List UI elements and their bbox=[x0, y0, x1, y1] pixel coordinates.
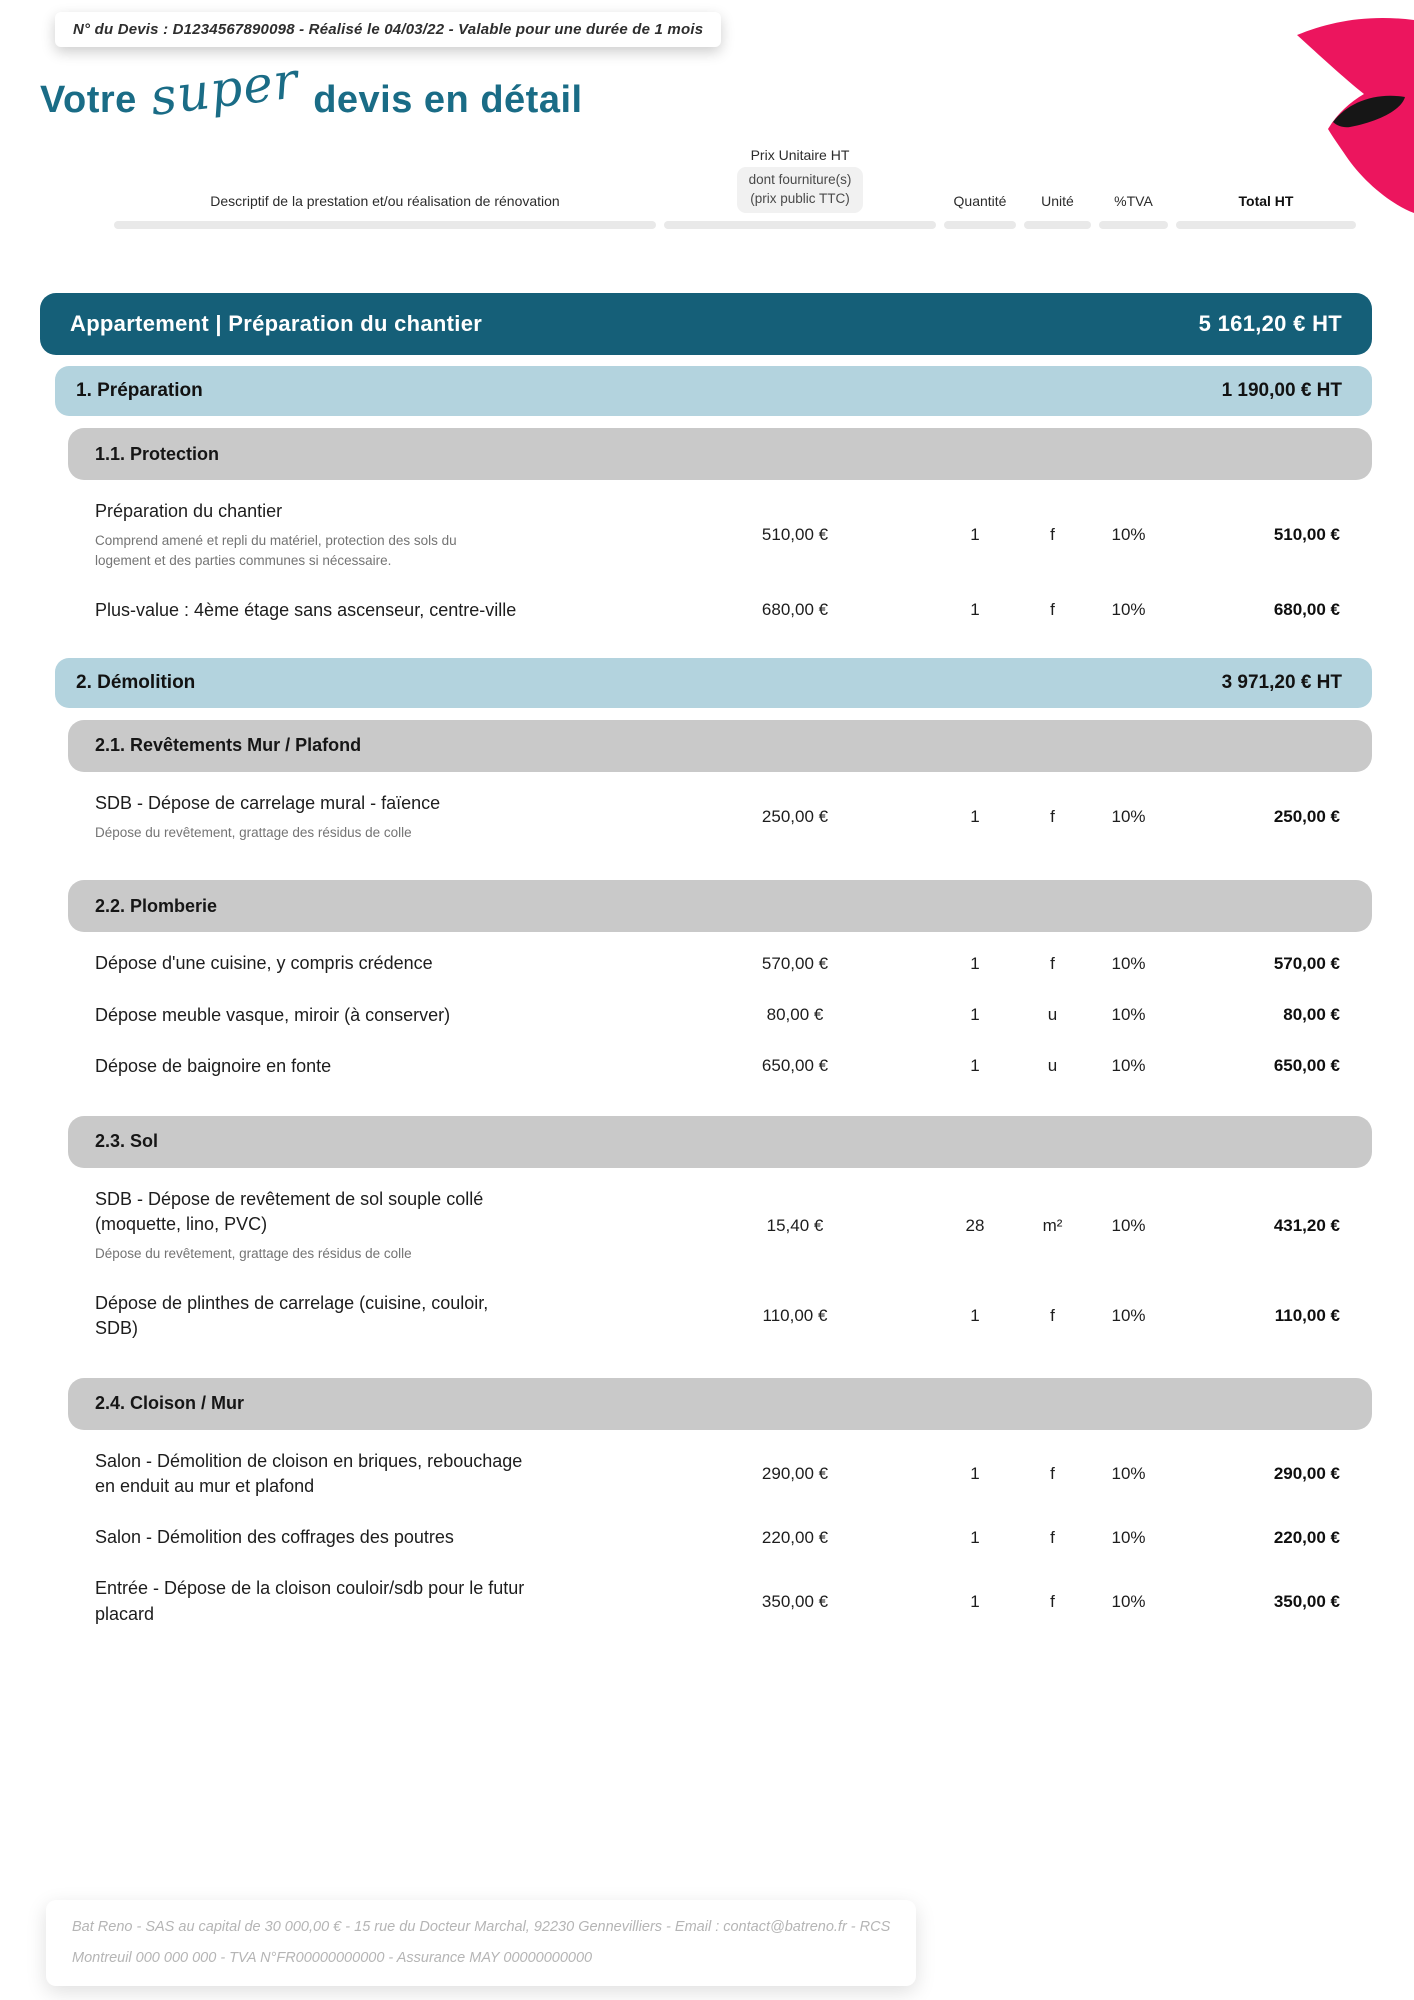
row-vat: 10% bbox=[1111, 807, 1146, 827]
lot-banner-total: 5 161,20 € HT bbox=[1198, 311, 1342, 336]
row-quantity: 1 bbox=[970, 953, 980, 973]
col-header-total: Total HT bbox=[1238, 192, 1294, 209]
unit-price-line1: Prix Unitaire HT bbox=[750, 147, 850, 163]
section-header bbox=[55, 658, 1372, 708]
row-total: 290,00 € bbox=[1273, 1464, 1340, 1484]
row-description-cell bbox=[95, 1576, 655, 1626]
column-rules bbox=[110, 219, 1360, 229]
row-unit-price: 80,00 € bbox=[766, 1005, 824, 1025]
subsection-title: 2.2. Plomberie bbox=[95, 895, 218, 916]
row-description: Dépose du revêtement, grattage des résidus de colle bbox=[95, 1246, 412, 1262]
legal-footer-line1: Bat Reno - SAS au capital de 30 000,00 € - 15 rue du Docteur Marchal, 92230 Gennevilliers - Email : contact@batreno.fr - RCS bbox=[72, 1918, 891, 1935]
subsection-title: 2.3. Sol bbox=[95, 1131, 159, 1152]
rows bbox=[0, 938, 1414, 1092]
unit-price-line3: (prix public TTC) bbox=[750, 191, 850, 207]
rows bbox=[0, 1436, 1414, 1640]
subsection-title: 2.1. Revêtements Mur / Plafond bbox=[95, 735, 362, 756]
row-quantity: 1 bbox=[970, 807, 980, 827]
section-header bbox=[55, 366, 1372, 416]
row-description-cell bbox=[95, 499, 655, 572]
row-description-cell bbox=[95, 1003, 655, 1028]
subsection bbox=[0, 428, 1414, 636]
table-row bbox=[95, 1174, 1385, 1278]
section-total: 1 190,00 € HT bbox=[1221, 380, 1342, 401]
row-unit: f bbox=[1050, 1591, 1055, 1611]
section-total: 3 971,20 € HT bbox=[1221, 671, 1342, 693]
row-unit: f bbox=[1050, 1305, 1055, 1325]
row-label: Plus-value : 4ème étage sans ascenseur, centre-ville bbox=[95, 599, 517, 620]
row-label: SDB - Dépose de revêtement de sol souple collé (moquette, lino, PVC) bbox=[95, 1188, 484, 1235]
row-total: 510,00 € bbox=[1273, 525, 1340, 545]
row-vat: 10% bbox=[1111, 953, 1146, 973]
sections-root bbox=[0, 366, 1414, 1640]
page-title bbox=[40, 51, 583, 127]
subsection bbox=[0, 880, 1414, 1092]
row-description-cell bbox=[95, 1291, 655, 1341]
row-unit: f bbox=[1050, 953, 1055, 973]
col-header-unit-price bbox=[660, 146, 940, 219]
col-header-vat: %TVA bbox=[1114, 192, 1153, 209]
row-vat: 10% bbox=[1111, 1464, 1146, 1484]
row-unit: f bbox=[1050, 1464, 1055, 1484]
row-unit-price: 650,00 € bbox=[761, 1056, 829, 1076]
col-header-description: Descriptif de la prestation et/ou réalisation de rénovation bbox=[210, 192, 560, 209]
table-row bbox=[95, 1278, 1385, 1354]
row-vat: 10% bbox=[1111, 1005, 1146, 1025]
row-description-cell bbox=[95, 1525, 655, 1550]
rows bbox=[0, 1174, 1414, 1354]
row-vat: 10% bbox=[1111, 525, 1146, 545]
title-script-word: super bbox=[147, 51, 302, 127]
row-unit-price: 510,00 € bbox=[761, 525, 829, 545]
row-quantity: 1 bbox=[970, 1005, 980, 1025]
table-row bbox=[95, 1436, 1385, 1512]
subsection bbox=[0, 720, 1414, 856]
rows bbox=[0, 778, 1414, 856]
row-unit-price: 570,00 € bbox=[761, 953, 829, 973]
row-vat: 10% bbox=[1111, 1591, 1146, 1611]
quote-reference bbox=[55, 12, 721, 47]
row-total: 110,00 € bbox=[1274, 1305, 1340, 1325]
row-description-cell bbox=[95, 1187, 655, 1265]
row-description-cell bbox=[95, 791, 655, 843]
row-quantity: 1 bbox=[970, 1527, 980, 1547]
row-unit: f bbox=[1050, 807, 1055, 827]
row-description: Dépose du revêtement, grattage des résidus de colle bbox=[95, 825, 412, 841]
title-post: devis en détail bbox=[313, 79, 583, 121]
row-total: 570,00 € bbox=[1273, 953, 1340, 973]
subsection-header bbox=[68, 428, 1372, 480]
quote-reference-text: N° du Devis : D1234567890098 - Réalisé le 04/03/22 - Valable pour une durée de 1 mois bbox=[73, 21, 704, 38]
row-quantity: 1 bbox=[970, 1305, 980, 1325]
legal-footer-line2: Montreuil 000 000 000 - TVA N°FR00000000000 - Assurance MAY 00000000000 bbox=[72, 1949, 593, 1966]
row-vat: 10% bbox=[1111, 600, 1146, 620]
col-header-quantity: Quantité bbox=[953, 192, 1007, 209]
legal-footer bbox=[46, 1900, 916, 1986]
row-vat: 10% bbox=[1111, 1305, 1146, 1325]
row-unit-price: 680,00 € bbox=[761, 600, 829, 620]
subsection-header bbox=[68, 1116, 1372, 1168]
row-description-cell bbox=[95, 598, 655, 623]
unit-price-line2: dont fourniture(s) bbox=[748, 172, 852, 188]
row-label: Préparation du chantier bbox=[95, 501, 283, 521]
row-unit-price: 220,00 € bbox=[761, 1527, 829, 1547]
subsection bbox=[0, 1116, 1414, 1354]
row-unit-price: 15,40 € bbox=[766, 1215, 824, 1235]
subsection-header bbox=[68, 880, 1372, 932]
row-quantity: 1 bbox=[970, 600, 980, 620]
row-unit: m² bbox=[1042, 1215, 1063, 1235]
subsection-title: 2.4. Cloison / Mur bbox=[95, 1393, 245, 1414]
row-unit-price: 250,00 € bbox=[761, 807, 829, 827]
row-unit: f bbox=[1050, 600, 1055, 620]
table-row bbox=[95, 990, 1385, 1041]
title-pre: Votre bbox=[40, 79, 137, 121]
table-row bbox=[95, 1041, 1385, 1092]
row-label: Dépose de baignoire en fonte bbox=[95, 1055, 332, 1076]
row-label: Salon - Démolition des coffrages des poutres bbox=[95, 1527, 454, 1548]
row-total: 680,00 € bbox=[1273, 600, 1340, 620]
table-row bbox=[95, 1512, 1385, 1563]
section bbox=[0, 658, 1414, 1640]
table-row bbox=[95, 486, 1385, 585]
section-title: 1. Préparation bbox=[76, 380, 203, 401]
row-label: Dépose meuble vasque, miroir (à conserver) bbox=[95, 1004, 451, 1025]
row-label: Dépose d'une cuisine, y compris crédence bbox=[95, 953, 433, 974]
row-description-cell bbox=[95, 1449, 655, 1499]
row-unit: f bbox=[1050, 525, 1055, 545]
row-label: Salon - Démolition de cloison en briques, rebouchage en enduit au mur et plafond bbox=[95, 1450, 523, 1497]
row-quantity: 1 bbox=[970, 1464, 980, 1484]
row-vat: 10% bbox=[1111, 1527, 1146, 1547]
lot-banner-label: Appartement | Préparation du chantier bbox=[70, 311, 483, 336]
table-row bbox=[95, 585, 1385, 636]
table-row bbox=[95, 938, 1385, 989]
section bbox=[0, 366, 1414, 636]
subsection-header bbox=[68, 1378, 1372, 1430]
row-quantity: 1 bbox=[970, 1056, 980, 1076]
row-unit: u bbox=[1047, 1056, 1058, 1076]
row-quantity: 28 bbox=[965, 1215, 985, 1235]
row-label: Dépose de plinthes de carrelage (cuisine, couloir, SDB) bbox=[95, 1292, 489, 1338]
subsection-header bbox=[68, 720, 1372, 772]
row-unit-price: 290,00 € bbox=[761, 1464, 829, 1484]
table-row bbox=[95, 1563, 1385, 1639]
row-quantity: 1 bbox=[970, 525, 980, 545]
row-unit: f bbox=[1050, 1527, 1055, 1547]
row-total: 80,00 € bbox=[1283, 1005, 1340, 1025]
table-row bbox=[95, 778, 1385, 856]
subsection bbox=[0, 1378, 1414, 1640]
unit-price-chip bbox=[737, 167, 864, 213]
row-total: 650,00 € bbox=[1273, 1056, 1340, 1076]
row-label: Entrée - Dépose de la cloison couloir/sdb pour le futur placard bbox=[95, 1578, 525, 1624]
row-total: 350,00 € bbox=[1273, 1591, 1340, 1611]
section-title: 2. Démolition bbox=[76, 671, 196, 693]
row-total: 431,20 € bbox=[1273, 1215, 1340, 1235]
row-description-cell bbox=[95, 1054, 655, 1079]
row-quantity: 1 bbox=[970, 1591, 980, 1611]
lot-banner bbox=[40, 293, 1372, 355]
row-unit: u bbox=[1047, 1005, 1058, 1025]
row-total: 250,00 € bbox=[1273, 807, 1340, 827]
row-unit-price: 350,00 € bbox=[761, 1591, 829, 1611]
row-total: 220,00 € bbox=[1273, 1527, 1340, 1547]
col-header-unit: Unité bbox=[1041, 192, 1074, 209]
row-unit-price: 110,00 € bbox=[762, 1305, 828, 1325]
table-header bbox=[110, 146, 1360, 229]
rows bbox=[0, 486, 1414, 636]
row-description: Comprend amené et repli du matériel, protection des sols du logement et des parties communes si nécessaire. bbox=[95, 533, 457, 569]
row-vat: 10% bbox=[1111, 1056, 1146, 1076]
row-description-cell bbox=[95, 951, 655, 976]
subsection-title: 1.1. Protection bbox=[95, 443, 220, 464]
row-vat: 10% bbox=[1111, 1215, 1146, 1235]
row-label: SDB - Dépose de carrelage mural - faïence bbox=[95, 792, 441, 813]
